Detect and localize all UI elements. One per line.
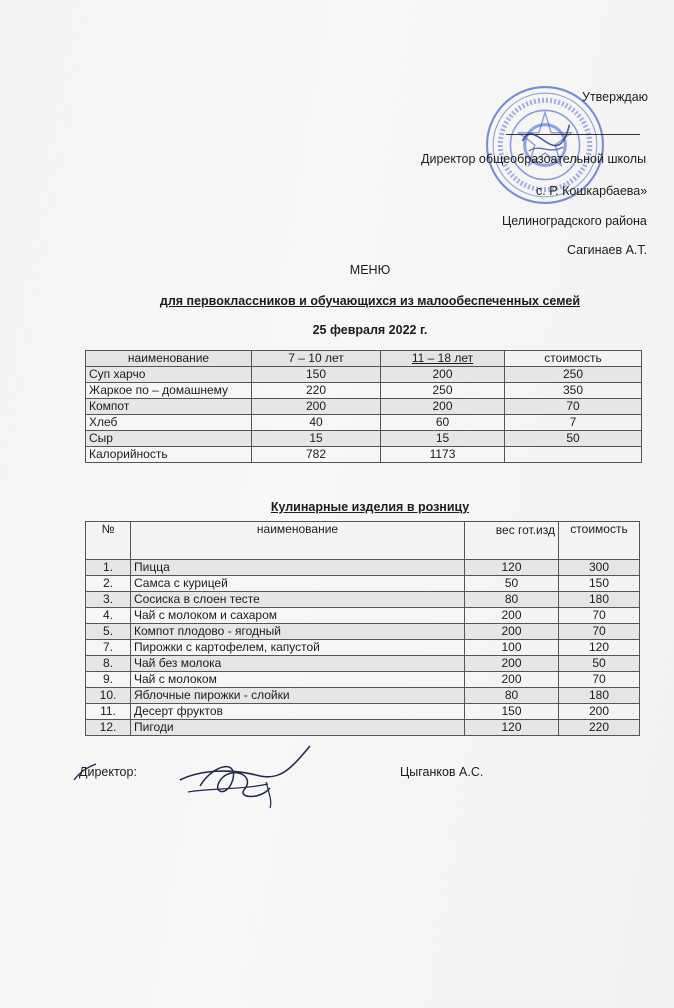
director-name: Цыганков А.С. [400, 765, 484, 779]
approval-school: с. Р. Кошкарбаева» [536, 184, 648, 198]
table-cell: Жаркое по – домашнему [86, 383, 252, 399]
table-row [86, 383, 642, 399]
column-header: стоимость [559, 522, 640, 560]
table-cell: 200 [465, 624, 559, 640]
table-cell: Десерт фруктов [131, 704, 465, 720]
table-row [86, 608, 640, 624]
column-header: стоимость [505, 351, 642, 367]
table-cell: 70 [559, 672, 640, 688]
table-row [86, 640, 640, 656]
table-cell: 200 [465, 672, 559, 688]
table-cell: 200 [381, 367, 505, 383]
table-cell: 200 [252, 399, 381, 415]
table-cell: Чай с молоком [131, 672, 465, 688]
table-cell: 100 [465, 640, 559, 656]
table-row [86, 447, 642, 463]
table-cell: Пигоди [131, 720, 465, 736]
table-cell: Компот плодово - ягодный [131, 624, 465, 640]
table-cell: 7. [86, 640, 131, 656]
table-row [86, 576, 640, 592]
table-cell: 220 [559, 720, 640, 736]
table-cell: 50 [559, 656, 640, 672]
retail-table [85, 521, 640, 736]
table-cell: 200 [465, 656, 559, 672]
column-header: наименование [86, 351, 252, 367]
table-cell: 60 [381, 415, 505, 431]
table-cell: 7 [505, 415, 642, 431]
table-header-row [86, 351, 642, 367]
table-cell: 200 [381, 399, 505, 415]
table-cell: 250 [505, 367, 642, 383]
approval-name: Сагинаев А.Т. [567, 243, 648, 257]
table-row [86, 560, 640, 576]
page-title: МЕНЮ [349, 263, 391, 277]
column-header: 11 – 18 лет [381, 351, 505, 367]
table-cell: 150 [465, 704, 559, 720]
table-cell: 5. [86, 624, 131, 640]
table-cell: 200 [465, 608, 559, 624]
table-cell: Суп харчо [86, 367, 252, 383]
table-cell: 1173 [381, 447, 505, 463]
table-cell: Чай без молока [131, 656, 465, 672]
column-header: вес гот.изд [465, 522, 559, 560]
table-cell: Самса с курицей [131, 576, 465, 592]
table-cell: 250 [381, 383, 505, 399]
table-cell: 50 [505, 431, 642, 447]
table-cell: 9. [86, 672, 131, 688]
table-cell: Калорийность [86, 447, 252, 463]
table-cell: 50 [465, 576, 559, 592]
table-cell: 80 [465, 592, 559, 608]
table-cell: 70 [559, 624, 640, 640]
table-cell: 120 [559, 640, 640, 656]
table-row [86, 399, 642, 415]
table-cell: 120 [465, 560, 559, 576]
director-signature-icon [170, 740, 320, 810]
table-row [86, 672, 640, 688]
table-cell: 15 [381, 431, 505, 447]
table-cell: 350 [505, 383, 642, 399]
table-cell: 80 [465, 688, 559, 704]
menu-table [85, 350, 642, 463]
menu-date: 25 февраля 2022 г. [312, 323, 428, 337]
table-cell: 150 [559, 576, 640, 592]
table-row [86, 415, 642, 431]
table-cell: 1. [86, 560, 131, 576]
table-cell: 15 [252, 431, 381, 447]
table-row [86, 431, 642, 447]
retail-title: Кулинарные изделия в розницу [270, 500, 470, 514]
table-cell: 40 [252, 415, 381, 431]
table-row [86, 704, 640, 720]
table-row [86, 592, 640, 608]
table-cell: Сыр [86, 431, 252, 447]
table-cell: 3. [86, 592, 131, 608]
column-header: № [86, 522, 131, 560]
table-row [86, 367, 642, 383]
table-cell: Чай с молоком и сахаром [131, 608, 465, 624]
table-cell: 782 [252, 447, 381, 463]
table-cell: Пицца [131, 560, 465, 576]
table-header-row [86, 522, 640, 560]
table-cell: 12. [86, 720, 131, 736]
table-cell: 70 [559, 608, 640, 624]
table-cell: Пирожки с картофелем, капустой [131, 640, 465, 656]
approval-district: Целиноградского района [502, 214, 647, 228]
table-cell: 4. [86, 608, 131, 624]
table-cell: Хлеб [86, 415, 252, 431]
table-cell: 8. [86, 656, 131, 672]
table-cell: 11. [86, 704, 131, 720]
column-header: наименование [131, 522, 465, 560]
director-label: Директор: [79, 765, 137, 779]
table-cell: 2. [86, 576, 131, 592]
table-cell: 10. [86, 688, 131, 704]
table-cell: 150 [252, 367, 381, 383]
table-row [86, 656, 640, 672]
table-row [86, 720, 640, 736]
approve-word: Утверждаю [582, 90, 649, 104]
approval-position: Директор общеобразоательной школы [421, 152, 647, 166]
table-cell: 120 [465, 720, 559, 736]
approval-signature-line [506, 134, 640, 135]
table-cell: Сосиска в слоен тесте [131, 592, 465, 608]
page-subtitle: для первоклассников и обучающихся из малообеспеченных семей [159, 294, 581, 308]
table-cell: Компот [86, 399, 252, 415]
table-cell: 200 [559, 704, 640, 720]
table-cell: 180 [559, 688, 640, 704]
table-cell: 70 [505, 399, 642, 415]
table-row [86, 688, 640, 704]
table-cell: 180 [559, 592, 640, 608]
column-header: 7 – 10 лет [252, 351, 381, 367]
table-cell: 300 [559, 560, 640, 576]
table-row [86, 624, 640, 640]
table-cell [505, 447, 642, 463]
table-cell: Яблочные пирожки - слойки [131, 688, 465, 704]
table-cell: 220 [252, 383, 381, 399]
